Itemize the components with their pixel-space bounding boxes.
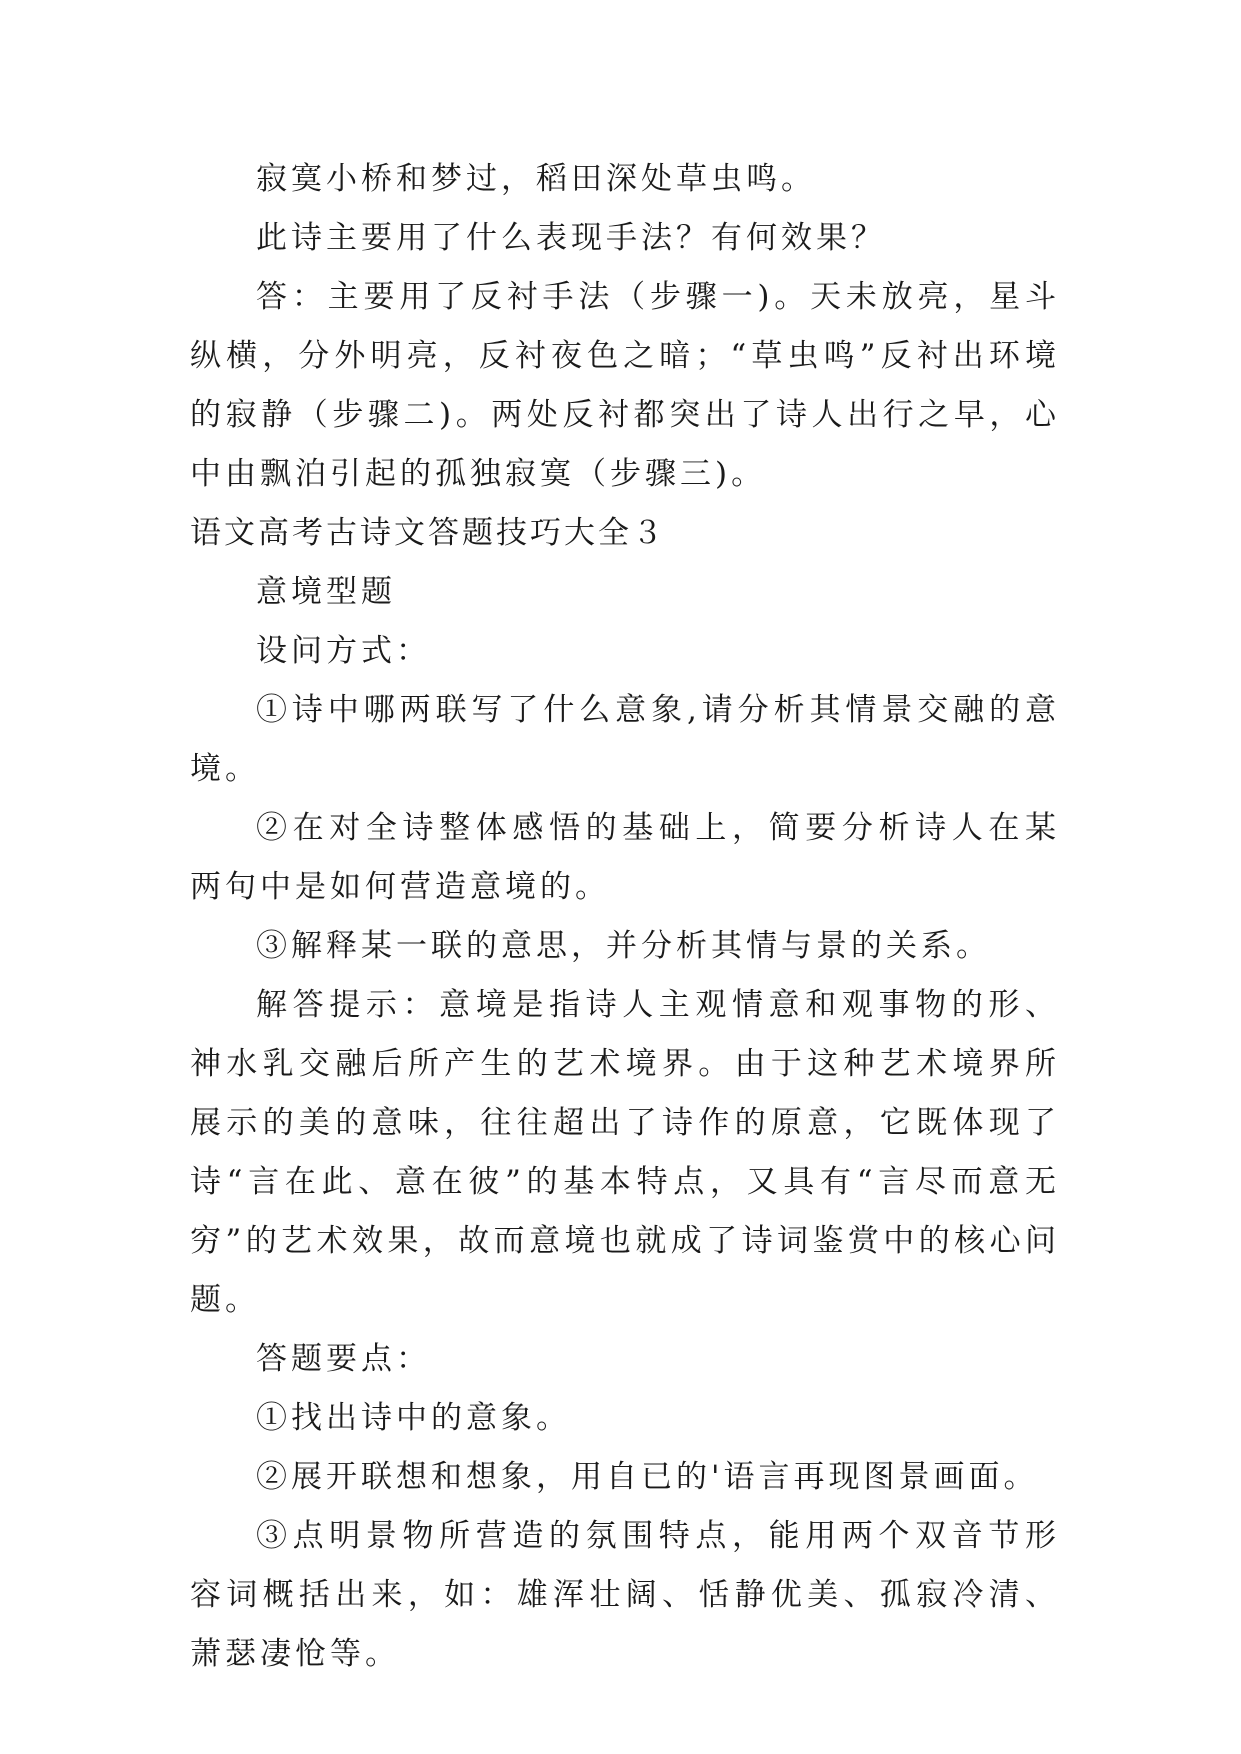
document-body xyxy=(190,150,1060,1684)
list-item-key-point-1: ①找出诗中的意象。 xyxy=(256,1400,571,1436)
section-heading: 语文高考古诗文答题技巧大全３ xyxy=(190,515,666,551)
paragraph-question-style-label: 设问方式： xyxy=(256,633,431,669)
list-item-question-3: ③解释某一联的意思，并分析其情与景的关系。 xyxy=(256,928,991,964)
paragraph-answer: 答：主要用了反衬手法（步骤一)。天未放亮，星斗纵横，分外明亮，反衬夜色之暗；“草虫鸣”反衬出环境的寂静（步骤二)。两处反衬都突出了诗人出行之早，心中由飘泊引起的孤独寂寞（步骤三)。 xyxy=(190,279,1060,492)
paragraph-question: 此诗主要用了什么表现手法？有何效果？ xyxy=(256,220,886,256)
list-item-key-point-3: ③点明景物所营造的氛围特点，能用两个双音节形容词概括出来，如：雄浑壮阔、恬静优美、孤寂冷清、萧瑟凄怆等。 xyxy=(190,1518,1060,1672)
paragraph-topic-type: 意境型题 xyxy=(256,574,396,610)
list-item-question-2: ②在对全诗整体感悟的基础上，简要分析诗人在某两句中是如何营造意境的。 xyxy=(190,810,1060,905)
paragraph-key-points-label: 答题要点： xyxy=(256,1341,431,1377)
paragraph-answer-hint: 解答提示：意境是指诗人主观情意和观事物的形、神水乳交融后所产生的艺术境界。由于这种艺术境界所展示的美的意味，往往超出了诗作的原意，它既体现了诗“言在此、意在彼”的基本特点，又具有“言尽而意无穷”的艺术效果，故而意境也就成了诗词鉴赏中的核心问题。 xyxy=(190,987,1060,1318)
list-item-question-1: ①诗中哪两联写了什么意象,请分析其情景交融的意境。 xyxy=(190,692,1060,787)
list-item-key-point-2: ②展开联想和想象，用自已的'语言再现图景画面。 xyxy=(256,1459,1039,1495)
paragraph-poem-line: 寂寞小桥和梦过，稻田深处草虫鸣。 xyxy=(256,161,816,197)
